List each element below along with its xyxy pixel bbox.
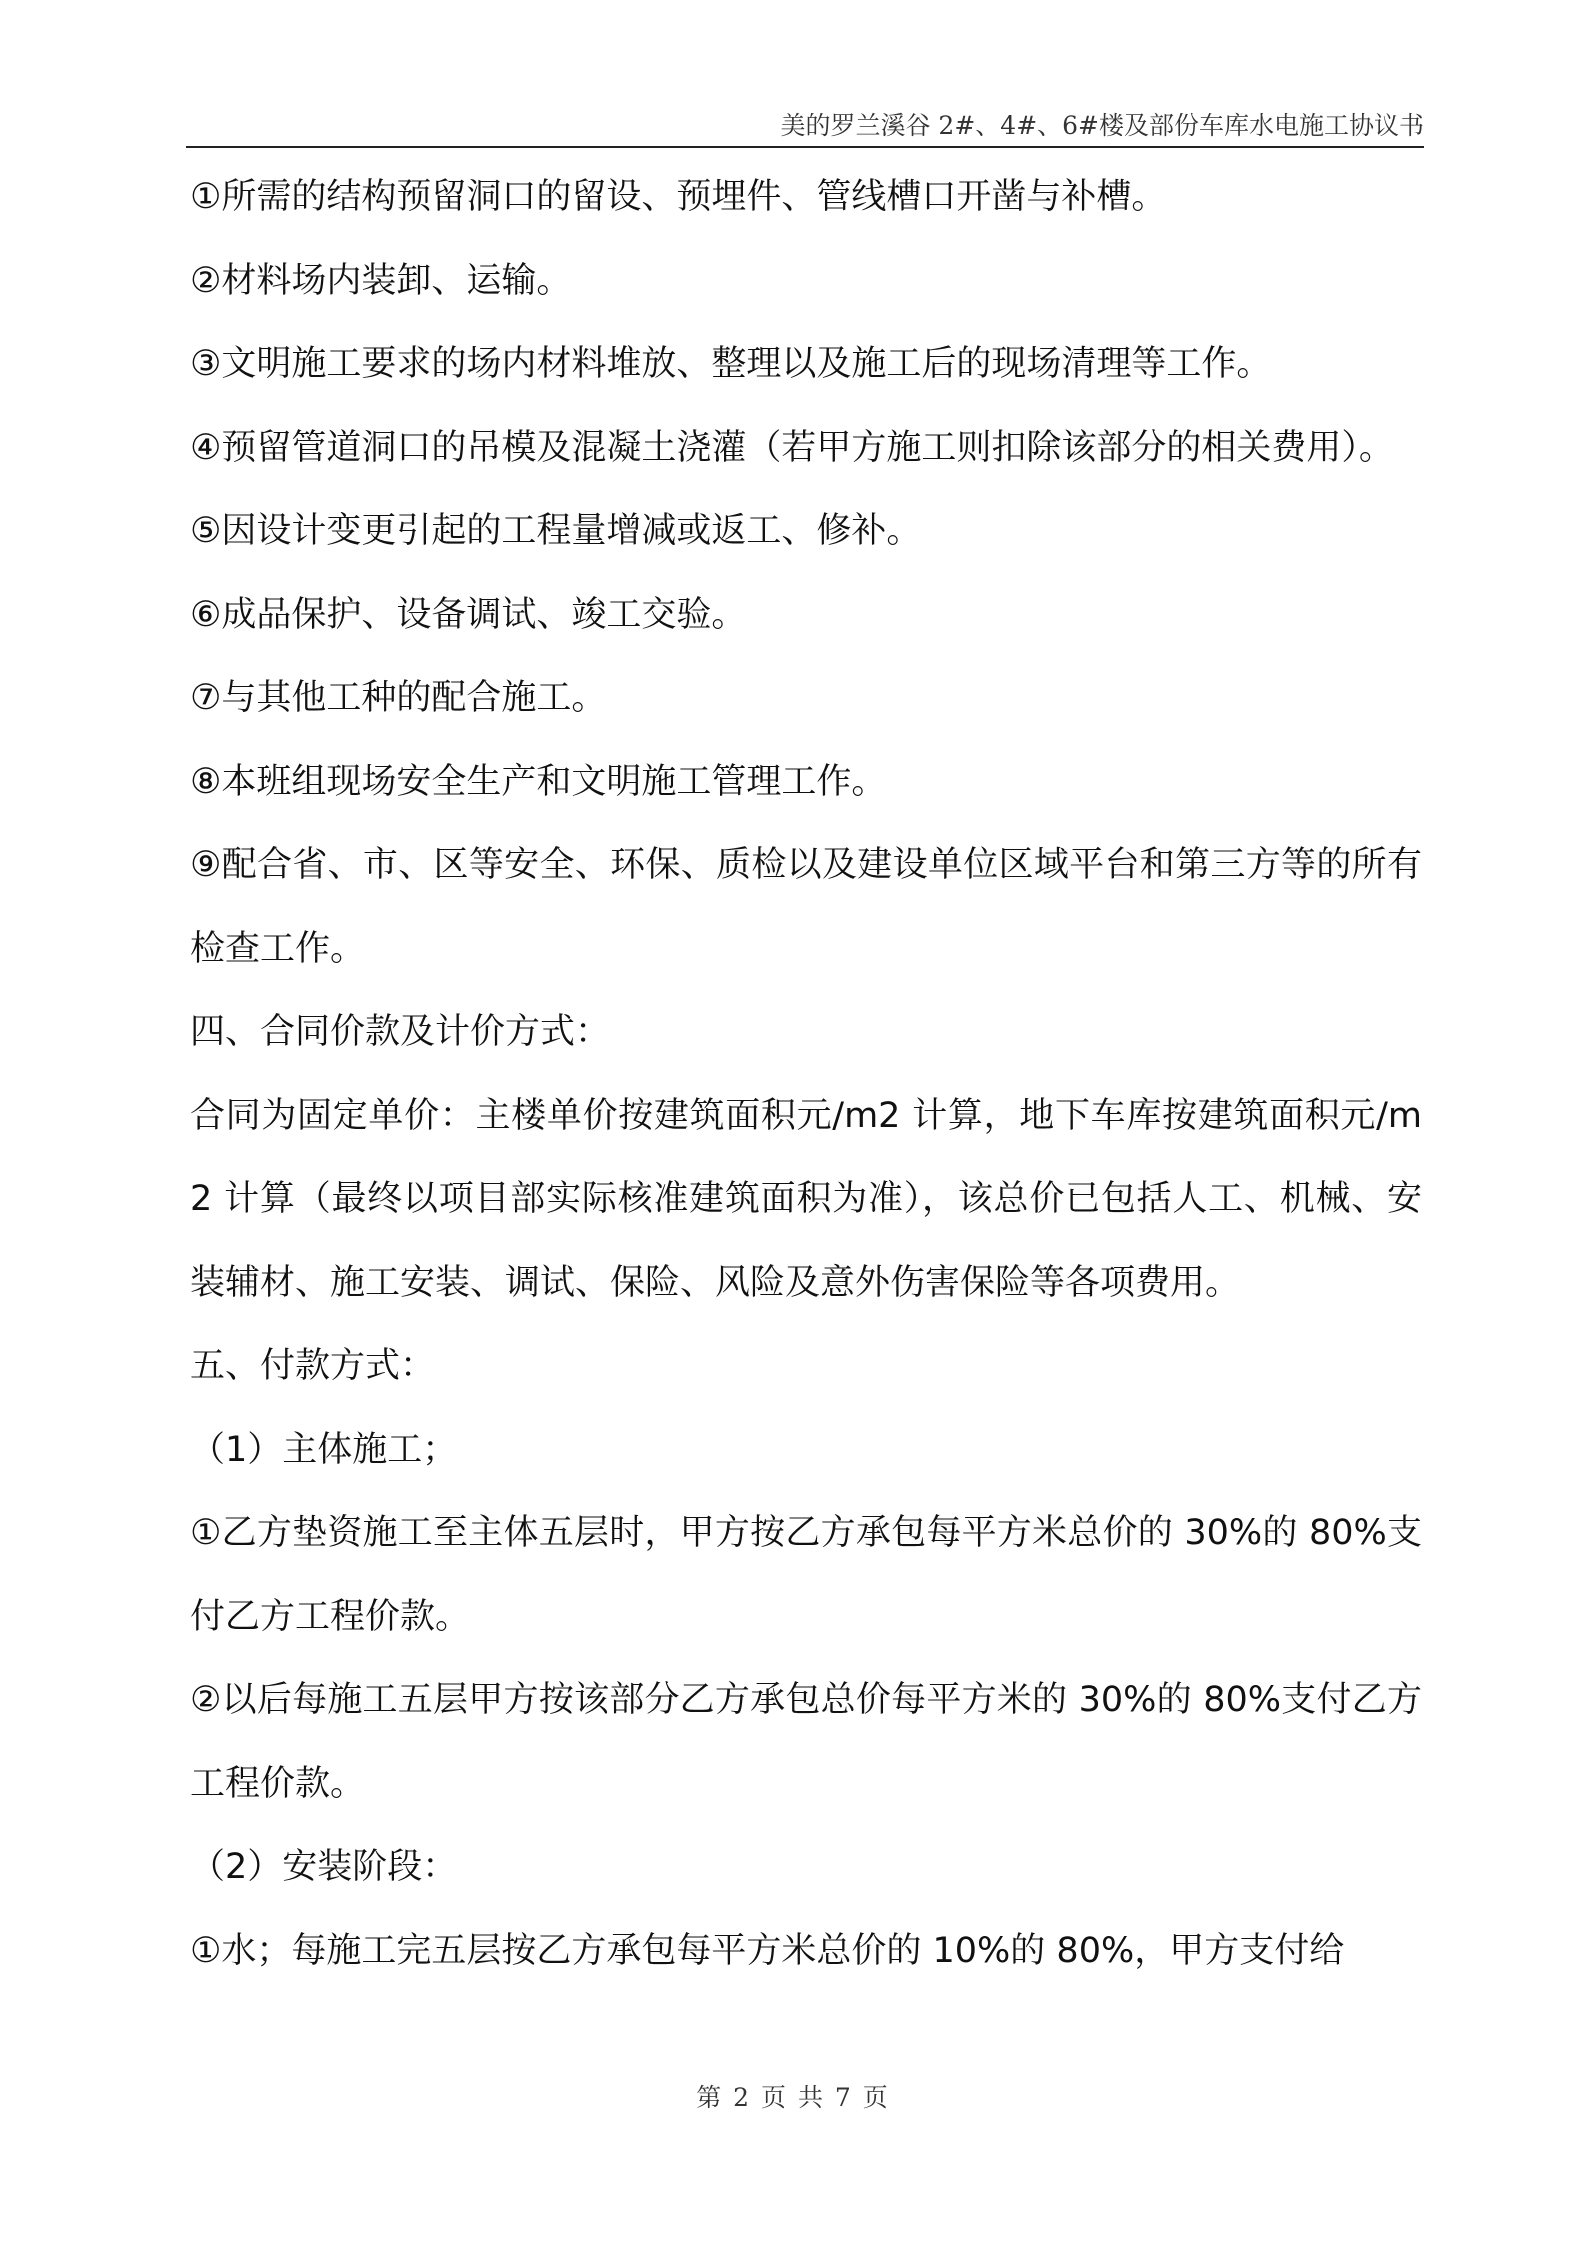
- payment-item-2: ②以后每施工五层甲方按该部分乙方承包总价每平方米的 30%的 80%支付乙方工程价款。: [190, 1680, 1422, 1804]
- clause-item-4: ④预留管道洞口的吊模及混凝土浇灌（若甲方施工则扣除该部分的相关费用）。: [190, 427, 1394, 468]
- install-payment-item-1: ①水；每施工完五层按乙方承包每平方米总价的 10%的 80%，甲方支付给: [190, 1930, 1345, 1971]
- document-body: [190, 156, 1422, 1993]
- subsection-heading-2: （2）安装阶段：: [190, 1847, 458, 1887]
- clause-item-9: ⑨配合省、市、区等安全、环保、质检以及建设单位区域平台和第三方等的所有检查工作。: [190, 845, 1422, 969]
- clause-item-8: ⑧本班组现场安全生产和文明施工管理工作。: [190, 761, 887, 802]
- payment-item-1: ①乙方垫资施工至主体五层时，甲方按乙方承包每平方米总价的 30%的 80%支付乙方工程价款。: [190, 1513, 1422, 1637]
- clause-item-2: ②材料场内装卸、运输。: [190, 260, 572, 301]
- section-heading-5: 五、付款方式：: [190, 1346, 436, 1386]
- clause-item-1: ①所需的结构预留洞口的留设、预埋件、管线槽口开凿与补槽。: [190, 177, 1167, 217]
- page-header-title: 美的罗兰溪谷 2#、4#、6#楼及部份车库水电施工协议书: [780, 111, 1424, 140]
- clause-item-6: ⑥成品保护、设备调试、竣工交验。: [190, 594, 747, 635]
- clause-item-3: ③文明施工要求的场内材料堆放、整理以及施工后的现场清理等工作。: [190, 344, 1272, 384]
- contract-price-paragraph: 合同为固定单价：主楼单价按建筑面积元/m2 计算，地下车库按建筑面积元/m2 计算（最终以项目部实际核准建筑面积为准），该总价已包括人工、机械、安装辅材、施工安装、调试、保险、风险及意外伤害保险等各项费用。: [190, 1095, 1422, 1303]
- page-number: 第 2 页 共 7 页: [696, 2083, 890, 2112]
- subsection-heading-1: （1）主体施工；: [190, 1429, 458, 1470]
- clause-item-5: ⑤因设计变更引起的工程量增减或返工、修补。: [190, 511, 922, 551]
- section-heading-4: 四、合同价款及计价方式：: [190, 1012, 611, 1052]
- header-divider: [186, 146, 1424, 148]
- clause-item-7: ⑦与其他工种的配合施工。: [190, 678, 607, 718]
